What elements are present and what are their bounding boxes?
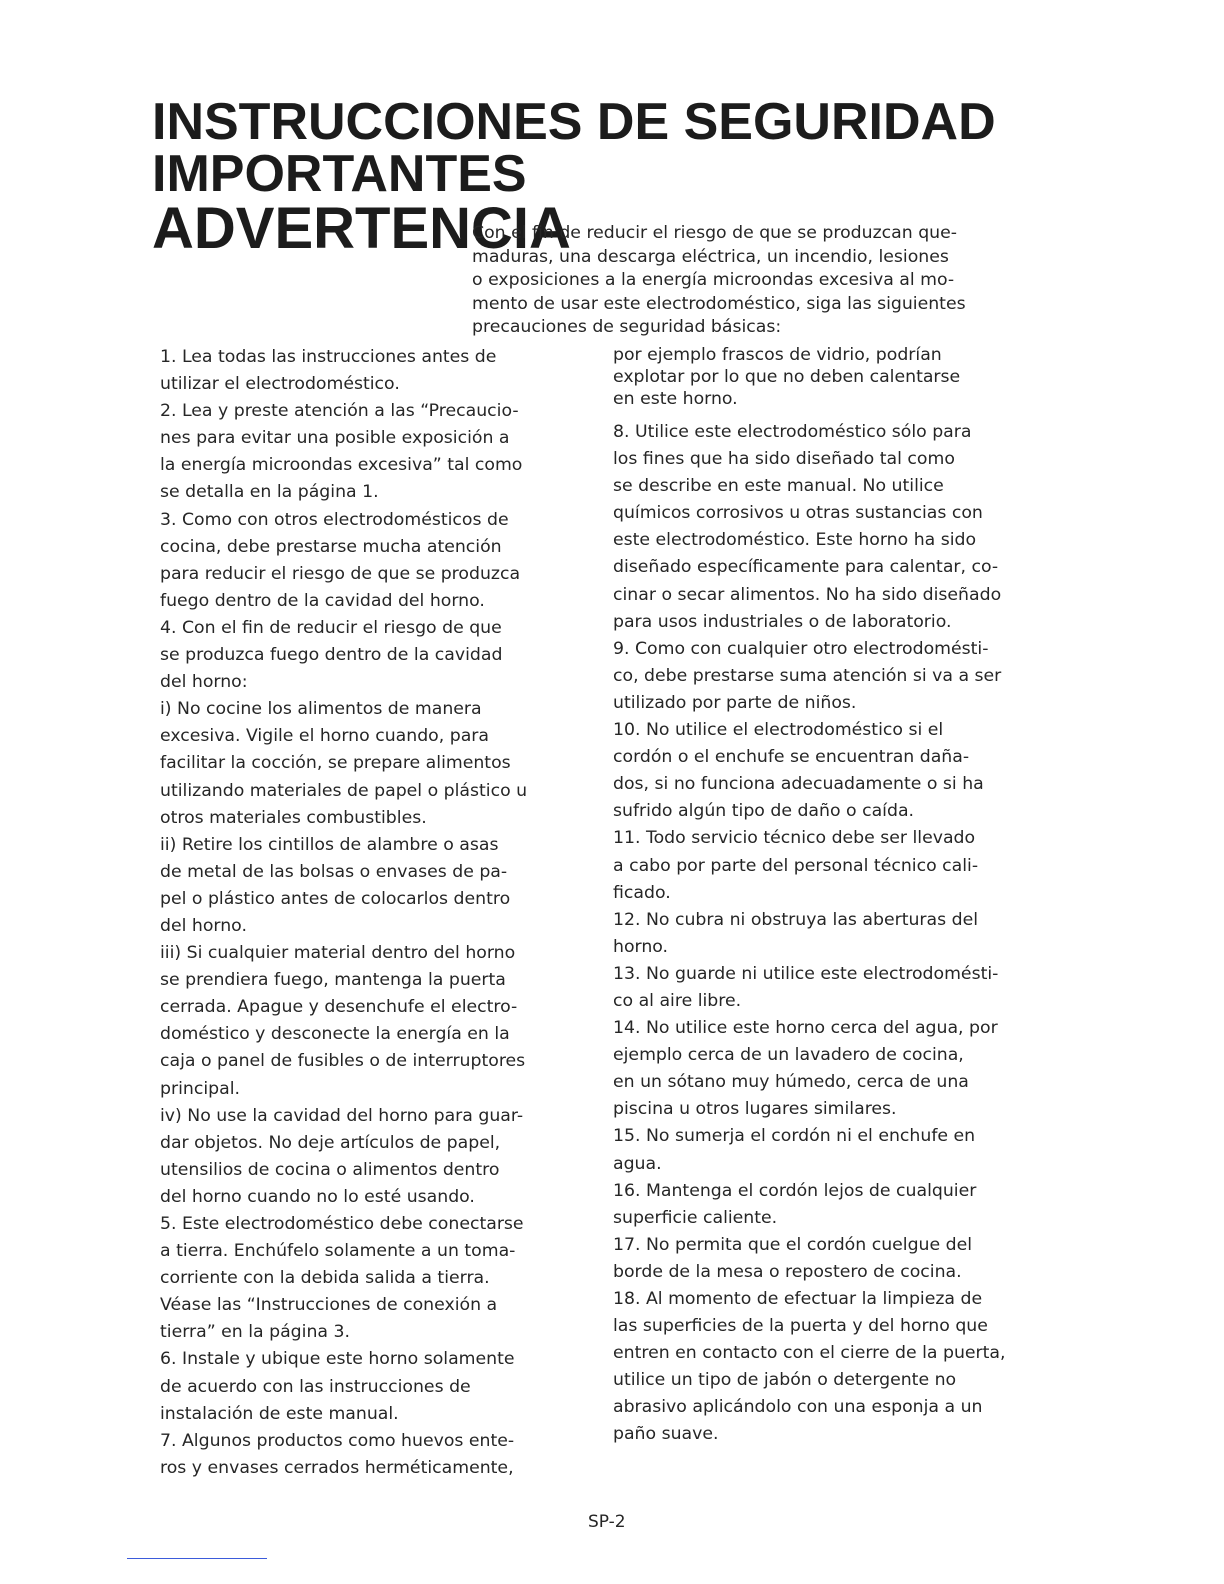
text-line: doméstico y desconecte la energía en la: [160, 1024, 510, 1045]
text-line: 1. Lea todas las instrucciones antes de: [160, 347, 497, 367]
text-line: la energía microondas excesiva” tal como: [160, 455, 523, 476]
text-line: fuego dentro de la cavidad del horno.: [160, 590, 485, 611]
text-line: cordón o el enchufe se encuentran daña-: [613, 747, 970, 768]
intro-paragraph: [472, 222, 1032, 340]
text-line: cocina, debe prestarse mucha atención: [160, 536, 502, 557]
text-line: paño suave.: [613, 1424, 719, 1445]
text-line: utilizando materiales de papel o plástico u: [160, 780, 528, 801]
text-line: en un sótano muy húmedo, cerca de una: [613, 1072, 969, 1093]
text-line: ficado.: [613, 882, 671, 903]
text-line: piscina u otros lugares similares.: [613, 1099, 897, 1120]
text-line: instalación de este manual.: [160, 1403, 399, 1424]
text-line: utilice un tipo de jabón o detergente no: [613, 1370, 957, 1391]
text-line: 6. Instale y ubique este horno solamente: [160, 1349, 515, 1370]
text-line: utensilios de cocina o alimentos dentro: [160, 1159, 500, 1180]
intro-line: mento de usar este electrodoméstico, siga las siguientes: [472, 293, 966, 314]
text-line: horno.: [613, 936, 669, 957]
text-line: explotar por lo que no deben calentarse: [613, 367, 961, 387]
text-line: 11. Todo servicio técnico debe ser llevado: [613, 828, 976, 849]
text-line: nes para evitar una posible exposición a: [160, 428, 510, 449]
text-line: se prendiera fuego, mantenga la puerta: [160, 970, 506, 991]
text-line: cinar o secar alimentos. No ha sido diseñado: [613, 584, 1002, 605]
text-line: tierra” en la página 3.: [160, 1322, 350, 1343]
text-line: 15. No sumerja el cordón ni el enchufe en: [613, 1126, 976, 1147]
text-line: 8. Utilice este electrodoméstico sólo para: [613, 422, 972, 442]
intro-line: maduras, una descarga eléctrica, un incendio, lesiones: [472, 246, 949, 267]
text-line: i) No cocine los alimentos de manera: [160, 699, 482, 720]
text-line: del horno:: [160, 672, 248, 693]
text-line: abrasivo aplicándolo con una esponja a un: [613, 1397, 983, 1418]
text-line: cerrada. Apague y desenchufe el electro-: [160, 997, 518, 1018]
text-line: 9. Como con cualquier otro electrodomésti-: [613, 638, 989, 659]
text-line: se describe en este manual. No utilice: [613, 476, 944, 497]
text-line: co al aire libre.: [613, 990, 742, 1011]
text-line: los fines que ha sido diseñado tal como: [613, 449, 955, 470]
text-line: dar objetos. No deje artículos de papel,: [160, 1132, 501, 1153]
text-line: utilizar el electrodoméstico.: [160, 374, 400, 395]
page-number: SP-2: [588, 1512, 626, 1532]
text-line: en este horno.: [613, 389, 738, 409]
text-line: a tierra. Enchúfelo solamente a un toma-: [160, 1241, 516, 1262]
text-line: 7. Algunos productos como huevos ente-: [160, 1430, 515, 1451]
text-line: 4. Con el fin de reducir el riesgo de que: [160, 617, 502, 638]
text-line: superficie caliente.: [613, 1207, 778, 1228]
text-line: se produzca fuego dentro de la cavidad: [160, 645, 503, 666]
text-line: Véase las “Instrucciones de conexión a: [160, 1295, 498, 1316]
text-line: 3. Como con otros electrodomésticos de: [160, 509, 509, 530]
text-line: agua.: [613, 1153, 662, 1174]
text-line: del horno.: [160, 915, 247, 936]
text-line: excesiva. Vigile el horno cuando, para: [160, 726, 489, 747]
right-column-continuation: [613, 344, 1053, 410]
page-title-line-1: INSTRUCCIONES DE SEGURIDAD: [152, 93, 996, 151]
text-line: diseñado específicamente para calentar, co-: [613, 557, 999, 578]
text-line: dos, si no funciona adecuadamente o si ha: [613, 774, 984, 795]
text-line: 14. No utilice este horno cerca del agua, por: [613, 1018, 998, 1039]
right-column: [613, 344, 1053, 1449]
text-line: ejemplo cerca de un lavadero de cocina,: [613, 1045, 964, 1066]
text-line: químicos corrosivos u otras sustancias con: [613, 503, 983, 524]
text-line: otros materiales combustibles.: [160, 807, 427, 828]
text-line: del horno cuando no lo esté usando.: [160, 1186, 475, 1207]
text-line: caja o panel de fusibles o de interruptores: [160, 1051, 526, 1072]
text-line: sufrido algún tipo de daño o caída.: [613, 801, 915, 822]
text-line: por ejemplo frascos de vidrio, podrían: [613, 345, 942, 365]
warning-heading: ADVERTENCIA: [152, 196, 571, 261]
text-line: co, debe prestarse suma atención si va a ser: [613, 665, 1002, 686]
text-line: se detalla en la página 1.: [160, 482, 379, 503]
text-line: corriente con la debida salida a tierra.: [160, 1268, 490, 1289]
right-column-items: [613, 419, 1053, 1449]
page-title-line-2: IMPORTANTES: [152, 145, 527, 203]
text-line: de acuerdo con las instrucciones de: [160, 1376, 471, 1397]
text-line: iii) Si cualquier material dentro del horno: [160, 943, 516, 964]
text-line: borde de la mesa o repostero de cocina.: [613, 1261, 962, 1282]
text-line: entren en contacto con el cierre de la puerta,: [613, 1343, 1006, 1364]
text-line: iv) No use la cavidad del horno para guar-: [160, 1105, 524, 1126]
text-line: de metal de las bolsas o envases de pa-: [160, 861, 508, 882]
text-line: facilitar la cocción, se prepare alimentos: [160, 753, 511, 774]
text-line: 2. Lea y preste atención a las “Precaucio-: [160, 401, 519, 422]
text-line: utilizado por parte de niños.: [613, 692, 857, 713]
text-line: ros y envases cerrados herméticamente,: [160, 1457, 514, 1478]
text-line: ii) Retire los cintillos de alambre o asas: [160, 834, 499, 855]
text-line: este electrodoméstico. Este horno ha sido: [613, 530, 977, 551]
intro-line: Con el fin de reducir el riesgo de que se produzcan que-: [472, 223, 957, 243]
text-line: 12. No cubra ni obstruya las aberturas del: [613, 909, 979, 930]
text-line: 5. Este electrodoméstico debe conectarse: [160, 1214, 524, 1234]
text-line: para reducir el riesgo de que se produzca: [160, 563, 521, 584]
text-line: 17. No permita que el cordón cuelgue del: [613, 1234, 973, 1255]
text-line: para usos industriales o de laboratorio.: [613, 611, 952, 632]
text-line: 18. Al momento de efectuar la limpieza de: [613, 1289, 983, 1309]
intro-line: o exposiciones a la energía microondas excesiva al mo-: [472, 270, 955, 290]
left-column: [160, 344, 580, 1482]
text-line: 10. No utilice el electrodoméstico si el: [613, 720, 944, 741]
intro-line: precauciones de seguridad básicas:: [472, 317, 782, 337]
text-line: a cabo por parte del personal técnico cali-: [613, 855, 979, 876]
text-line: pel o plástico antes de colocarlos dentro: [160, 888, 511, 909]
text-line: las superficies de la puerta y del horno que: [613, 1316, 988, 1337]
text-line: principal.: [160, 1078, 240, 1099]
footer-rule: [127, 1558, 267, 1559]
text-line: 16. Mantenga el cordón lejos de cualquier: [613, 1180, 977, 1201]
text-line: 13. No guarde ni utilice este electrodomésti-: [613, 963, 999, 984]
